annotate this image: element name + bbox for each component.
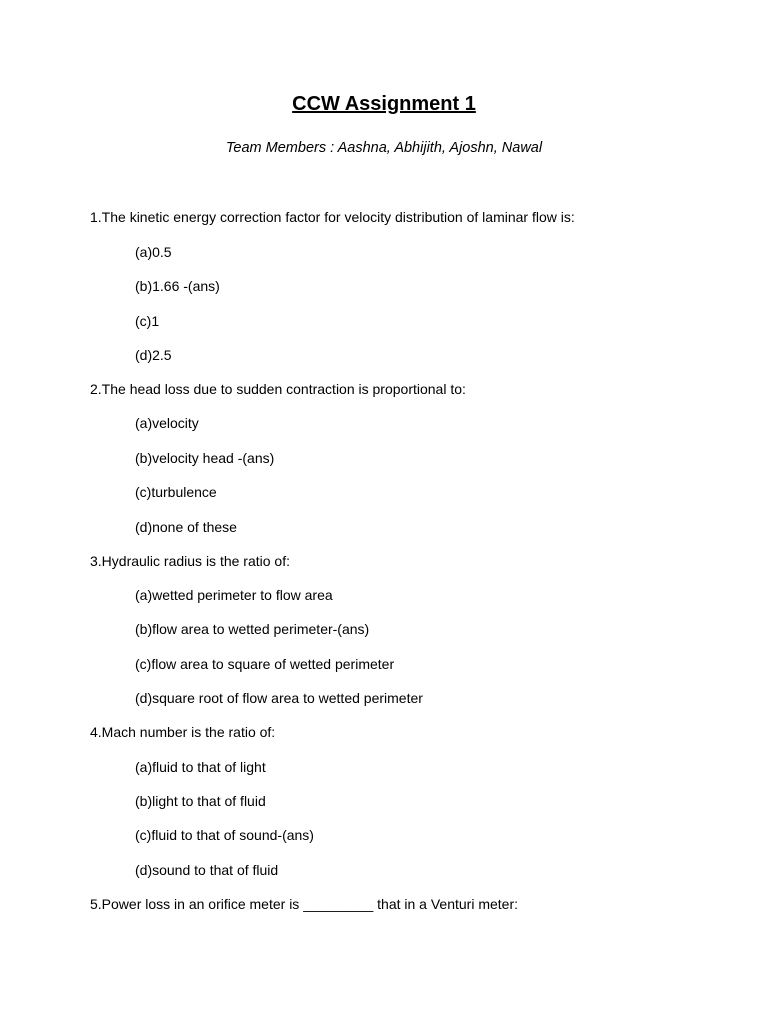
question-2: 2.The head loss due to sudden contraction is proportional to: xyxy=(90,381,466,397)
question-4-option-a: (a)fluid to that of light xyxy=(135,759,266,775)
question-4-option-b: (b)light to that of fluid xyxy=(135,793,266,809)
question-1: 1.The kinetic energy correction factor for velocity distribution of laminar flow is: xyxy=(90,209,575,225)
question-3: 3.Hydraulic radius is the ratio of: xyxy=(90,553,290,569)
question-2-option-a: (a)velocity xyxy=(135,415,199,431)
question-2-option-d: (d)none of these xyxy=(135,519,237,535)
question-1-option-b: (b)1.66 -(ans) xyxy=(135,278,220,294)
question-1-option-c: (c)1 xyxy=(135,313,160,329)
question-3-option-c: (c)flow area to square of wetted perimeter xyxy=(135,656,395,672)
question-1-option-d: (d)2.5 xyxy=(135,347,172,363)
page-title: CCW Assignment 1 xyxy=(292,93,476,115)
question-2-option-b: (b)velocity head -(ans) xyxy=(135,450,275,466)
question-4: 4.Mach number is the ratio of: xyxy=(90,724,276,740)
question-5: 5.Power loss in an orifice meter is _________ that in a Venturi meter: xyxy=(90,896,519,912)
question-3-option-b: (b)flow area to wetted perimeter-(ans) xyxy=(135,621,370,637)
question-3-option-d: (d)square root of flow area to wetted perimeter xyxy=(135,690,423,706)
question-3-option-a: (a)wetted perimeter to flow area xyxy=(135,587,333,603)
question-1-option-a: (a)0.5 xyxy=(135,244,172,260)
question-4-option-d: (d)sound to that of fluid xyxy=(135,862,279,878)
team-members: Team Members : Aashna, Abhijith, Ajoshn, Nawal xyxy=(225,140,543,156)
question-4-option-c: (c)fluid to that of sound-(ans) xyxy=(135,827,314,843)
question-2-option-c: (c)turbulence xyxy=(135,484,217,500)
